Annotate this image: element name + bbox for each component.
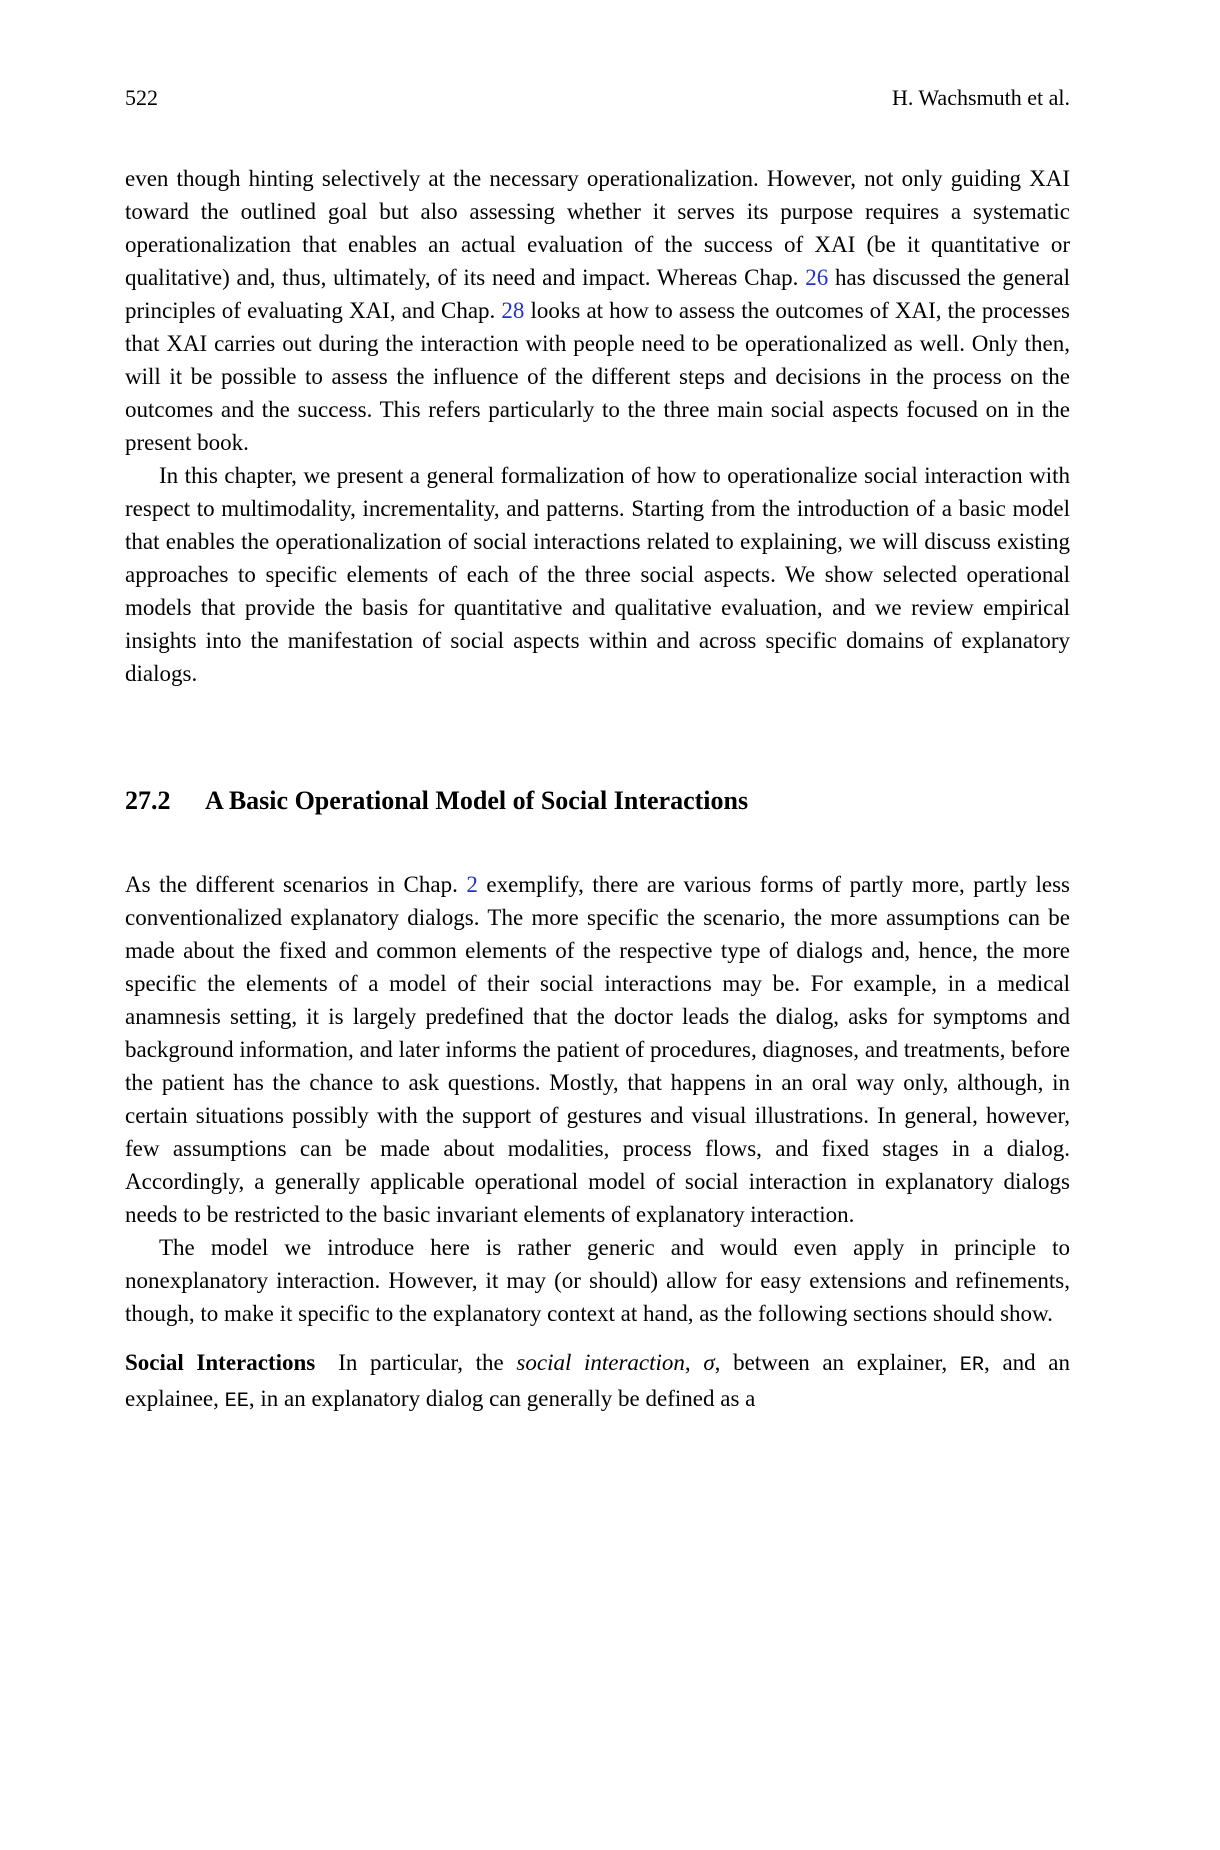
text-segment: has discussed the general principles of evaluating XAI, and Chap. bbox=[125, 265, 1071, 323]
text-segment: In this chapter, we present a general formalization of how to operationalize social interaction with respect to multimodality, incrementality, and patterns. Starting from the introduction of a basic model that enables the operationalization of social interactions related to explaining, we will discuss existing approaches to specific elements of each of the three social aspects. We show selected operational models that provide the basis for quantitative and qualitative evaluation, and we review empirical insights into the manifestation of social aspects within and across specific domains of explanatory dialogs. bbox=[125, 463, 1070, 686]
text-segment: The model we introduce here is rather generic and would even apply in principle to nonexplanatory interaction. However, it may (or should) allow for easy extensions and refinements, though, to make it specific to the explanatory context at hand, as the following sections should show. bbox=[125, 1235, 1070, 1326]
section-number: 27.2 bbox=[125, 786, 171, 815]
text-segment: In particular, the bbox=[315, 1350, 517, 1375]
paragraph bbox=[125, 459, 1070, 690]
chapter-ref-link[interactable]: 2 bbox=[466, 872, 478, 897]
page-number: 522 bbox=[125, 85, 158, 110]
text-segment: σ bbox=[703, 1350, 715, 1375]
text-segment: looks at how to assess the outcomes of XAI, the processes that XAI carries out during the interaction with people need to be operationalized as well. Only then, will it be possible to assess the influence of the different steps and decisions in the process on the outcomes and the success. This refers particularly to the three main social aspects focused on in the present book. bbox=[125, 298, 1070, 455]
text-segment: , bbox=[684, 1350, 704, 1375]
section-title: A Basic Operational Model of Social Interactions bbox=[205, 786, 749, 815]
section-heading bbox=[125, 786, 1070, 816]
text-segment: ER bbox=[959, 1354, 985, 1377]
text-segment: even though hinting selectively at the necessary operationalization. However, not only guiding XAI toward the outlined goal but also assessing whether it serves its purpose requires a systematic operationalization that enables an actual evaluation of the success of XAI (be it quantitative or qualitative) and, thus, ultimately, of its need and impact. Whereas Chap. bbox=[125, 166, 1070, 290]
text-segment: exemplify, there are various forms of partly more, partly less conventionalized explanatory dialogs. The more specific the scenario, the more assumptions can be made about the fixed and common elements of the respective type of dialogs and, hence, the more specific the elements of a model of their social interactions may be. For example, in a medical anamnesis setting, it is largely predefined that the doctor leads the dialog, asks for symptoms and background information, and later informs the patient of procedures, diagnoses, and treatments, before the patient has the chance to ask questions. Mostly, that happens in an oral way only, although, in certain situations possibly with the support of gestures and visual illustrations. In general, however, few assumptions can be made about modalities, process flows, and fixed stages in a dialog. Accordingly, a generally applicable operational model of social interaction in explanatory dialogs needs to be restricted to the basic invariant elements of explanatory interaction. bbox=[125, 872, 1070, 1227]
paragraph bbox=[125, 1231, 1070, 1330]
run-in-heading: Social Interactions bbox=[125, 1350, 316, 1375]
text-segment: As the different scenarios in Chap. bbox=[125, 872, 467, 897]
chapter-ref-link[interactable]: 28 bbox=[501, 298, 525, 323]
paragraph bbox=[125, 162, 1070, 459]
paragraph bbox=[125, 1346, 1070, 1418]
chapter-ref-link[interactable]: 26 bbox=[805, 265, 829, 290]
text-segment: , and an explainee, bbox=[125, 1350, 1071, 1411]
text-segment: social interaction bbox=[516, 1350, 685, 1375]
text-segment: , in an explanatory dialog can generally be defined as a bbox=[248, 1386, 756, 1411]
page-body bbox=[125, 162, 1070, 1418]
paragraph bbox=[125, 868, 1070, 1231]
text-segment: , between an explainer, bbox=[714, 1350, 960, 1375]
page-header bbox=[125, 86, 1070, 110]
running-head: H. Wachsmuth et al. bbox=[891, 85, 1070, 110]
text-segment: EE bbox=[224, 1390, 249, 1413]
